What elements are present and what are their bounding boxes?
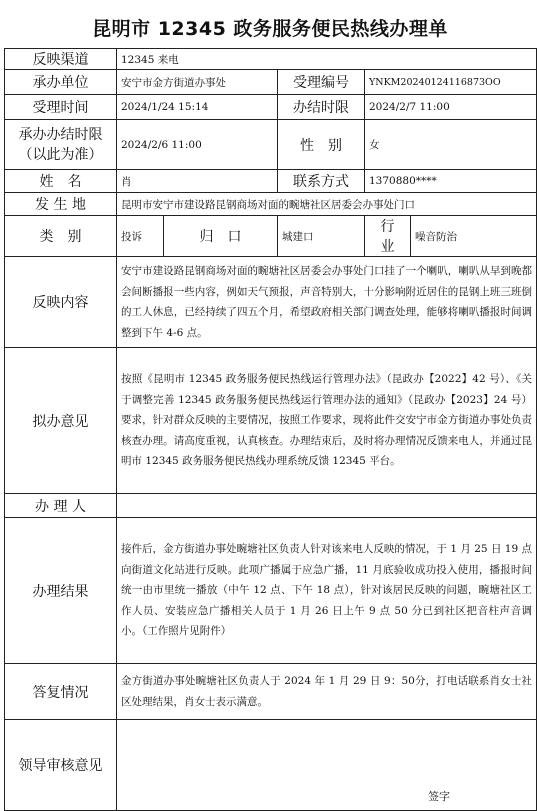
review-label: 领导审核意见 <box>5 720 117 811</box>
row-result <box>5 518 537 664</box>
gender-label: 性 别 <box>278 120 365 170</box>
handler-value <box>117 494 537 518</box>
ticket-no-label: 受理编号 <box>278 70 365 95</box>
location-value: 昆明市安宁市建设路昆钢商场对面的畹塘社区居委会办事处门口 <box>117 193 537 216</box>
row-review <box>5 720 537 811</box>
category-value: 投诉 <box>117 216 164 257</box>
row-handler <box>5 494 537 518</box>
review-value <box>117 720 537 811</box>
reply-value: 金方街道办事处畹塘社区负责人于 2024 年 1 月 29 日 9：50分，打电话联系肖女士社区处理结果，肖女士表示满意。 <box>117 664 537 720</box>
content-label: 反映内容 <box>5 257 117 348</box>
page-title: 昆明市 12345 政务服务便民热线办理单 <box>92 18 448 40</box>
contact-label: 联系方式 <box>278 170 365 193</box>
region-label: 归 口 <box>164 216 278 257</box>
row-unit <box>5 70 537 95</box>
channel-value: 12345 来电 <box>117 49 537 70</box>
gender-value: 女 <box>365 120 537 170</box>
opinion-value: 按照《昆明市 12345 政务服务便民热线运行管理办法》（昆政办【2022】42 号）、《关于调整完善 12345 政务服务便民热线运行管理办法的通知》（昆政办【2023】24 号）要求，针对群众反映的主要情况，按照工作要求，现将此件交安宁市金方街道办事处负责核查办理。请高度重视，认真核查。办理结束后，及时将办理情况反馈来电人，并通过昆明市 12345 政务服务便民热线办理系统反馈 12345 平台。 <box>117 348 537 494</box>
industry-label: 行 业 <box>365 216 411 257</box>
name-value: 肖 <box>117 170 278 193</box>
row-channel <box>5 49 537 70</box>
category-label: 类 别 <box>5 216 117 257</box>
unit-deadline-value: 2024/2/6 11:00 <box>117 120 278 170</box>
accept-time-label: 受理时间 <box>5 95 117 120</box>
row-name <box>5 170 537 193</box>
unit-deadline-label-note: （以此为准） <box>18 146 103 163</box>
opinion-label: 拟办意见 <box>5 348 117 494</box>
region-value: 城建口 <box>278 216 365 257</box>
result-label: 办理结果 <box>5 518 117 664</box>
content-value: 安宁市建设路昆钢商场对面的畹塘社区居委会办事处门口挂了一个喇叭，喇叭从早到晚都会间断播报一些内容，例如天气预报，声音特别大，十分影响附近居住的昆钢上班三班倒的工人休息，已经持续了四五个月，希望政府相关部门调查处理，能够将喇叭播报时间调整到下午 4-6 点。 <box>117 257 537 348</box>
row-location <box>5 193 537 216</box>
unit-value: 安宁市金方街道办事处 <box>117 70 278 95</box>
result-value: 接件后，金方街道办事处畹塘社区负责人针对该来电人反映的情况，于 1 月 25 日 19 点向街道文化站进行反映。此项广播属于应急广播，11 月底验收成功投入使用，播报时间统一由市里统一播放（中午 12 点、下午 18 点），针对该居民反映的问题，畹塘社区工作人员、安装应急广播相关人员于 1 月 26 日上午 9 点 50 分已到社区把音柱声音调小。（工作照片见附件） <box>117 518 537 664</box>
channel-label: 反映渠道 <box>5 49 117 70</box>
location-label: 发 生 地 <box>5 193 117 216</box>
form-table <box>4 48 537 811</box>
unit-deadline-label-main: 承办办结时限 <box>18 126 103 143</box>
deadline-value: 2024/2/7 11:00 <box>365 95 537 120</box>
unit-label: 承办单位 <box>5 70 117 95</box>
name-label: 姓 名 <box>5 170 117 193</box>
handler-label: 办 理 人 <box>5 494 117 518</box>
industry-value: 噪音防治 <box>411 216 537 257</box>
contact-value: 1370880**** <box>365 170 537 193</box>
row-opinion <box>5 348 537 494</box>
unit-deadline-label <box>5 120 117 170</box>
ticket-no-value: YNKM20240124116873OO <box>365 70 537 95</box>
reply-label: 答复情况 <box>5 664 117 720</box>
deadline-label: 办结时限 <box>278 95 365 120</box>
row-reply <box>5 664 537 720</box>
row-category <box>5 216 537 257</box>
row-unit-deadline <box>5 120 537 170</box>
signature-label: 签字 <box>428 790 451 803</box>
row-content <box>5 257 537 348</box>
row-times <box>5 95 537 120</box>
accept-time-value: 2024/1/24 15:14 <box>117 95 278 120</box>
